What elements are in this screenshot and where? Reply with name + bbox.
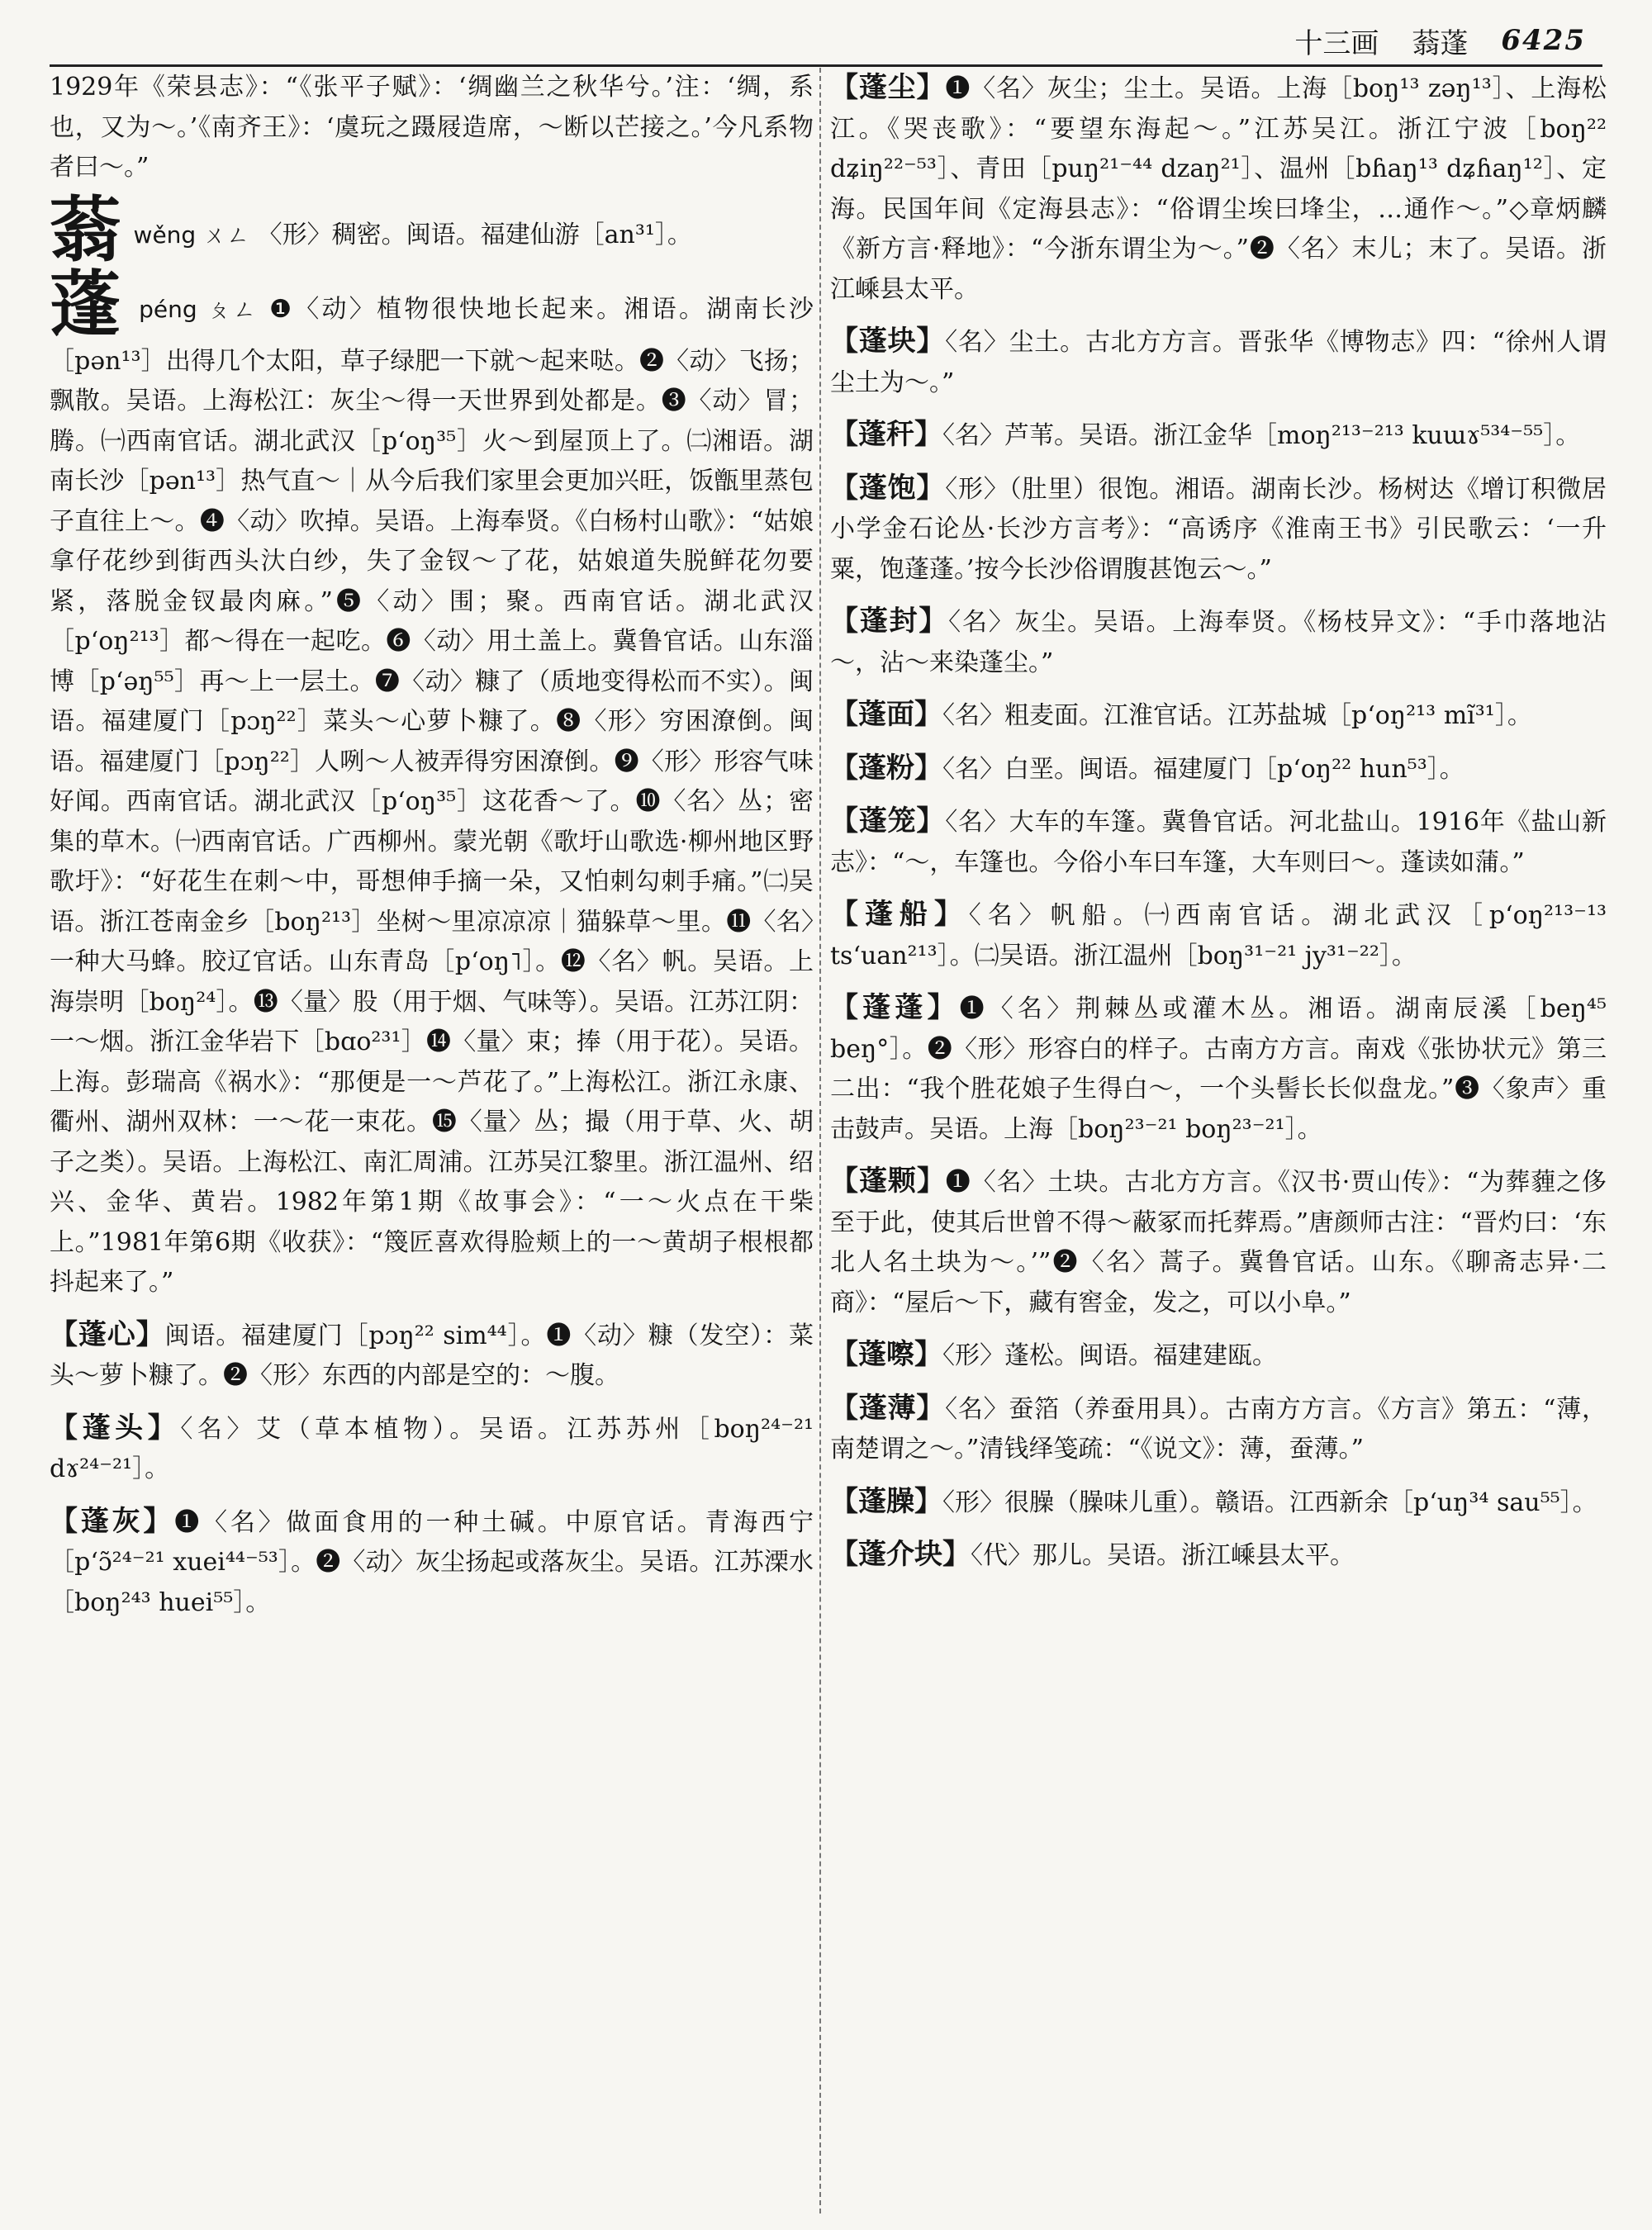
- dictionary-entry: [830, 801, 1607, 883]
- entry-definition: 〈名〉白垩。闽语。福建厦门［pʻoŋ²² hun⁵³］。: [942, 754, 1464, 784]
- entry-definition: 〈名〉粗麦面。江淮官话。江苏盐城［pʻoŋ²¹³ mĩ³¹］。: [942, 701, 1532, 730]
- dictionary-entry: [830, 321, 1607, 403]
- entry-headword: 【蓬秆】: [830, 418, 942, 451]
- dictionary-entry: [830, 988, 1607, 1150]
- headword-definition: ❶〈动〉植物很快地长起来。湘语。湖南长沙［pən¹³］出得几个太阳，草子绿肥一下就～起来哒。❷〈动〉飞扬；飘散。吴语。上海松江：灰尘～得一天世界到处都是。❸〈动〉冒；腾。㈠西南官话。湖北武汉［pʻoŋ³⁵］火～到屋顶上了。㈡湘语。湖南长沙［pən¹³］热气直～｜从今后我们家里会更加兴旺，饭甑里蒸包子直往上～。❹〈动〉吹掉。吴语。上海奉贤。《白杨村山歌》：“姑娘拿仔花纱到街西头汏白纱，失了金钗～了花，姑娘道失脱鲜花勿要紧，落脱金钗最肉麻。”❺〈动〉围；聚。西南官话。湖北武汉［pʻoŋ²¹³］都～得在一起吃。❻〈动〉用土盖上。冀鲁官话。山东淄博［pʻəŋ⁵⁵］再～上一层土。❼〈动〉糠了（质地变得松而不实）。闽语。福建厦门［pɔŋ²²］菜头～心萝卜糠了。❽〈形〉穷困潦倒。闽语。福建厦门［pɔŋ²²］人咧～人被弄得穷困潦倒。❾〈形〉形容气味好闻。西南官话。湖北武汉［pʻoŋ³⁵］这花香～了。❿〈名〉丛；密集的草木。㈠西南官话。广西柳州。蒙光朝《歌圩山歌选·柳州地区野歌圩》：“好花生在刺～中，哥想伸手摘一朵，又怕刺勾刺手痛。”㈡吴语。浙江苍南金乡［boŋ²¹³］坐树～里凉凉凉｜猫躲草～里。⓫〈名〉一种大马蜂。胶辽官话。山东青岛［pʻoŋ˥］。⓬〈名〉帆。吴语。上海崇明［boŋ²⁴］。⓭〈量〉股（用于烟、气味等）。吴语。江苏江阴：一～烟。浙江金华岩下［bɑo²³¹］⓮〈量〉束；捧（用于花）。吴语。上海。彭瑞高《祸水》：“那便是一～芦花了。”上海松江。浙江永康、衢州、湖州双林：一～花一束花。⓯〈量〉丛；撮（用于草、火、胡子之类）。吴语。上海松江、南汇周浦。江苏吴江黎里。浙江温州、绍兴、金华、黄岩。1982年第1期《故事会》：“一～火点在干柴上。”1981年第6期《收获》：“篾匠喜欢得脸颊上的一～黄胡子根根都抖起来了。”: [50, 294, 814, 1297]
- entry-definition: 〈名〉蚕箔（养蚕用具）。古南方方言。《方言》第五：“薄，南楚谓之～。”清钱绎笺疏：“《说文》：薄，蚕薄。”: [830, 1394, 1607, 1464]
- column-divider: [819, 68, 821, 2213]
- dictionary-entry: [830, 468, 1607, 591]
- page-header: [50, 17, 1602, 67]
- entry-headword: 【蓬船】: [830, 898, 969, 931]
- dictionary-entry: [830, 1335, 1607, 1377]
- header-characters: 蓊蓬: [1412, 26, 1469, 60]
- entry-headword: 【蓬头】: [50, 1411, 181, 1445]
- headword-char: 蓊: [50, 187, 121, 272]
- headword-pinyin: péng ㄆㄥ: [139, 295, 259, 323]
- entry-headword: 【蓬灰】: [50, 1504, 175, 1538]
- headword-peng: [50, 262, 814, 1303]
- entry-definition: ❶〈名〉土块。古北方方言。《汉书·贾山传》：“为葬薶之侈至于此，使其后世曾不得～蔽冢而托葬焉。”唐颜师古注：“晋灼曰：‘东北人名土块为～。’”❷〈名〉蒿子。冀鲁官话。山东。《聊斋志异·二商》：“屋后～下，藏有窖金，发之，可以小阜。”: [830, 1168, 1607, 1317]
- entry-definition: 〈名〉尘土。古北方方言。晋张华《博物志》四：“徐州人谓尘土为～。”: [830, 328, 1607, 397]
- entry-headword: 【蓬蓬】: [830, 991, 960, 1024]
- entry-definition: ❶〈名〉荆棘丛或灌木丛。湘语。湖南辰溪［beŋ⁴⁵ beŋ°］。❷〈形〉形容白的样子。古南方方言。南戏《张协状元》第三二出：“我个胜花娘子生得白～，一个头髻长长似盘龙。”❸〈象声〉重击鼓声。吴语。上海［boŋ²³⁻²¹ boŋ²³⁻²¹］。: [830, 994, 1607, 1144]
- dictionary-entry: [830, 748, 1607, 790]
- entry-definition: 〈名〉艾（草本植物）。吴语。江苏苏州［boŋ²⁴⁻²¹ dɤ²⁴⁻²¹］。: [50, 1414, 814, 1483]
- entry-headword: 【蓬块】: [830, 325, 946, 358]
- entry-headword: 【蓬嚓】: [830, 1338, 942, 1371]
- entry-headword: 【蓬颗】: [830, 1165, 946, 1198]
- entry-definition: 〈形〉很臊（臊味儿重）。赣语。江西新余［pʻuŋ³⁴ sau⁵⁵］。: [942, 1487, 1597, 1517]
- entry-definition: 〈代〉那儿。吴语。浙江嵊县太平。: [971, 1541, 1355, 1570]
- left-column: [50, 68, 814, 2213]
- entry-headword: 【蓬臊】: [830, 1484, 942, 1518]
- entry-headword: 【蓬介块】: [830, 1538, 971, 1571]
- dictionary-entry: [830, 415, 1607, 457]
- entry-definition: 〈名〉帆船。㈠西南官话。湖北武汉［pʻoŋ²¹³⁻¹³ tsʻuan²¹³］。㈡吴语。浙江温州［boŋ³¹⁻²¹ jy³¹⁻²²］。: [830, 901, 1607, 970]
- dictionary-entry: [830, 68, 1607, 310]
- entry-definition: 〈形〉蓬松。闽语。福建建瓯。: [942, 1341, 1277, 1370]
- entry-headword: 【蓬面】: [830, 698, 942, 731]
- headword-weng: [50, 187, 814, 272]
- entry-headword: 【蓬饱】: [830, 471, 946, 505]
- entry-headword: 【蓬薄】: [830, 1391, 946, 1425]
- dictionary-entry: [830, 1161, 1607, 1323]
- entry-headword: 【蓬粉】: [830, 751, 942, 785]
- dictionary-entry: [50, 1502, 814, 1624]
- entry-definition: ❶〈名〉灰尘；尘土。吴语。上海［boŋ¹³ zəŋ¹³］、上海松江。《哭丧歌》：“要望东海起～。”江苏吴江。浙江宁波［boŋ²² dʑiŋ²²⁻⁵³］、青田［puŋ²¹⁻⁴⁴ dzaŋ²¹］、温州［bɦaŋ¹³ dʑɦaŋ¹²］、定海。民国年间《定海县志》：“俗谓尘埃曰埄尘，…通作～。”◇章炳麟《新方言·释地》：“今浙东谓尘为～。”❷〈名〉末儿；末了。吴语。浙江嵊县太平。: [830, 74, 1607, 304]
- dictionary-entry: [830, 695, 1607, 737]
- section-label: 十三画: [1294, 26, 1379, 60]
- headword-char: 蓬: [50, 262, 124, 346]
- entry-headword: 【蓬笼】: [830, 804, 946, 837]
- dictionary-entry: [830, 894, 1607, 976]
- headword-pinyin: wěng ㄨㄥ: [133, 221, 250, 249]
- right-column: [830, 68, 1607, 2213]
- entry-definition: 〈名〉大车的车篷。冀鲁官话。河北盐山。1916年《盐山新志》：“～，车篷也。今俗小车曰车篷，大车则曰～。蓬读如蒲。”: [830, 808, 1607, 877]
- entry-definition: 〈名〉灰尘。吴语。上海奉贤。《杨枝异文》：“手巾落地沾～，沾～来染蓬尘。”: [830, 608, 1607, 677]
- entry-definition: ❶〈名〉做面食用的一种土碱。中原官话。青海西宁［pʻɔ̃²⁴⁻²¹ xuei⁴⁴⁻⁵³］。❷〈动〉灰尘扬起或落灰尘。吴语。江苏溧水［boŋ²⁴³ huei⁵⁵］。: [50, 1507, 814, 1617]
- entry-headword: 【蓬尘】: [830, 71, 946, 104]
- entry-definition: 〈形〉（肚里）很饱。湘语。湖南长沙。杨树达《增订积微居小学金石论丛·长沙方言考》：“高诱序《淮南王书》引民歌云：‘一升粟，饱蓬蓬。’按今长沙俗谓腹甚饱云～。”: [830, 474, 1607, 584]
- entry-definition: 闽语。福建厦门［pɔŋ²² sim⁴⁴］。❶〈动〉糠（发空）：菜头～萝卜糠了。❷〈形〉东西的内部是空的：～腹。: [50, 1321, 814, 1390]
- entry-headword: 【蓬封】: [830, 605, 949, 638]
- dictionary-entry: [50, 1315, 814, 1397]
- headword-definition: 〈形〉稠密。闽语。福建仙游［an³¹］。: [257, 220, 692, 249]
- dictionary-entry: [50, 1408, 814, 1490]
- page-number: 6425: [1501, 24, 1586, 57]
- dictionary-entry: [830, 601, 1607, 683]
- entry-definition: 〈名〉芦苇。吴语。浙江金华［moŋ²¹³⁻²¹³ kuɯɤ⁵³⁴⁻⁵⁵］。: [942, 421, 1581, 450]
- dictionary-entry: [830, 1535, 1607, 1577]
- dictionary-entry: [830, 1388, 1607, 1470]
- entry-headword: 【蓬心】: [50, 1317, 165, 1351]
- dictionary-entry: [830, 1482, 1607, 1524]
- continued-paragraph: 1929年《荣县志》：“《张平子赋》：‘绸幽兰之秋华兮。’注：‘绸，系也，又为～。’《南齐王》：‘虞玩之蹑屐造席，～断以芒接之。’今凡系物者曰～。”: [50, 73, 814, 182]
